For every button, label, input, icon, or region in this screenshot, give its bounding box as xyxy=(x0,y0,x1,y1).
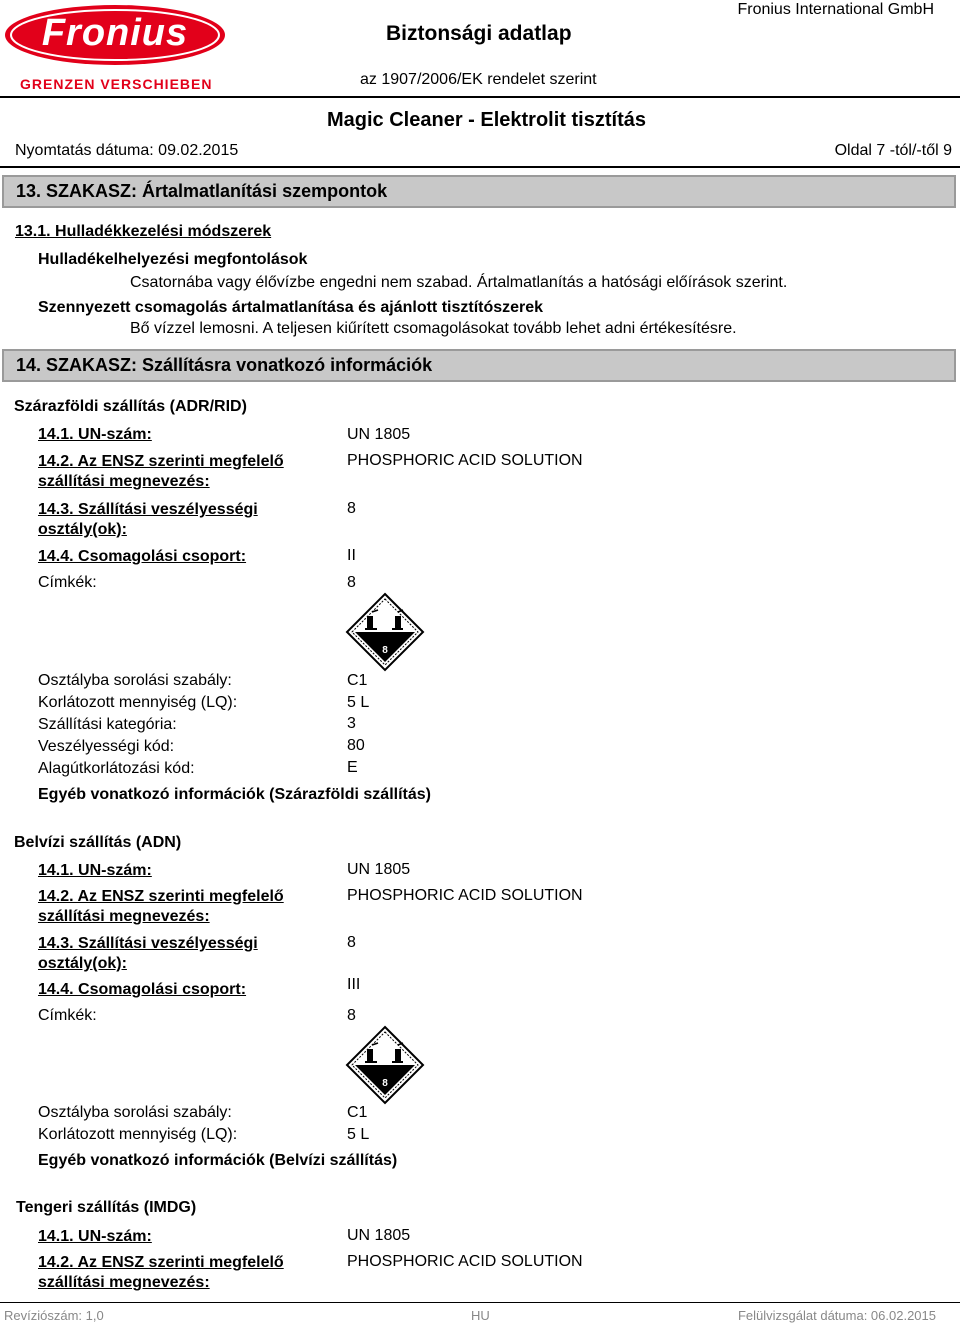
document-title: Biztonsági adatlap xyxy=(386,22,572,45)
land-category-value: 3 xyxy=(347,715,356,732)
inland-lq-value: 5 L xyxy=(347,1126,370,1143)
inland-group-label: 14.4. Csomagolási csoport: xyxy=(38,981,247,998)
packaging-text: Bő vízzel lemosni. A teljesen kiűrített csomagolásokat tovább lehet adni értékesítésre. xyxy=(130,320,737,337)
print-date: Nyomtatás dátuma: 09.02.2015 xyxy=(15,142,239,159)
land-name-label-line1: 14.2. Az ENSZ szerinti megfelelő xyxy=(38,453,284,470)
regulation-text: az 1907/2006/EK rendelet szerint xyxy=(360,71,597,88)
land-labels-label: Címkék: xyxy=(38,574,97,591)
logo-tagline: GRENZEN VERSCHIEBEN xyxy=(20,76,213,92)
inland-rule-label: Osztályba sorolási szabály: xyxy=(38,1104,232,1121)
inland-name-label-line2: szállítási megnevezés: xyxy=(38,908,210,925)
company-name: Fronius International GmbH xyxy=(737,1,934,18)
inland-un-label: 14.1. UN-szám: xyxy=(38,862,152,879)
corrosive-hazard-icon xyxy=(345,1025,425,1105)
land-transport-heading: Szárazföldi szállítás (ADR/RID) xyxy=(14,398,247,415)
sea-un-label: 14.1. UN-szám: xyxy=(38,1228,152,1245)
land-hazard-code-value: 80 xyxy=(347,737,365,754)
page-number: Oldal 7 -tól/-től 9 xyxy=(834,142,952,159)
inland-transport-heading: Belvízi szállítás (ADN) xyxy=(14,834,182,851)
land-name-label-line2: szállítási megnevezés: xyxy=(38,473,210,490)
land-category-label: Szállítási kategória: xyxy=(38,716,177,733)
language-code: HU xyxy=(471,1308,490,1323)
logo-text: Fronius xyxy=(41,12,189,54)
land-name-label xyxy=(38,452,284,492)
land-class-label-line2: osztály(ok): xyxy=(38,521,127,538)
header-divider-top xyxy=(0,96,960,98)
sea-name-value: PHOSPHORIC ACID SOLUTION xyxy=(347,1253,583,1270)
sea-name-label-line1: 14.2. Az ENSZ szerinti megfelelő xyxy=(38,1254,284,1271)
sea-name-label-line2: szállítási megnevezés: xyxy=(38,1274,210,1291)
land-group-label: 14.4. Csomagolási csoport: xyxy=(38,548,247,565)
land-name-value: PHOSPHORIC ACID SOLUTION xyxy=(347,452,583,469)
inland-corrosive-pictogram xyxy=(345,1025,425,1105)
inland-labels-label: Címkék: xyxy=(38,1007,97,1024)
inland-name-label xyxy=(38,887,284,927)
land-corrosive-pictogram xyxy=(345,592,425,672)
land-rule-value: C1 xyxy=(347,672,368,689)
land-rule-label: Osztályba sorolási szabály: xyxy=(38,672,232,689)
section-13-1-title: 13.1. Hulladékkezelési módszerek xyxy=(15,223,272,240)
inland-class-value: 8 xyxy=(347,934,356,951)
disposal-heading: Hulladékelhelyezési megfontolások xyxy=(38,251,308,268)
inland-name-label-line1: 14.2. Az ENSZ szerinti megfelelő xyxy=(38,888,284,905)
sea-name-label xyxy=(38,1253,284,1293)
land-group-value: II xyxy=(347,547,356,564)
inland-un-value: UN 1805 xyxy=(347,861,411,878)
product-name: Magic Cleaner - Elektrolit tisztítás xyxy=(327,109,646,131)
land-lq-value: 5 L xyxy=(347,694,370,711)
inland-lq-label: Korlátozott mennyiség (LQ): xyxy=(38,1126,238,1143)
inland-class-label xyxy=(38,934,258,974)
inland-rule-value: C1 xyxy=(347,1104,368,1121)
fronius-logo xyxy=(4,4,226,94)
section-14-heading: 14. SZAKASZ: Szállításra vonatkozó információk xyxy=(2,349,956,382)
land-class-label xyxy=(38,500,258,540)
land-hazard-code-label: Veszélyességi kód: xyxy=(38,738,175,755)
inland-name-value: PHOSPHORIC ACID SOLUTION xyxy=(347,887,583,904)
land-tunnel-code-value: E xyxy=(347,759,358,776)
corrosive-hazard-icon xyxy=(345,592,425,672)
land-un-value: UN 1805 xyxy=(347,426,411,443)
land-un-label: 14.1. UN-szám: xyxy=(38,426,152,443)
land-pictogram-number: 8 xyxy=(382,645,388,656)
inland-other-info: Egyéb vonatkozó információk (Belvízi szállítás) xyxy=(38,1152,398,1169)
land-labels-value: 8 xyxy=(347,574,356,591)
inland-group-value: III xyxy=(347,976,361,993)
inland-pictogram-number: 8 xyxy=(382,1078,388,1089)
land-class-value: 8 xyxy=(347,500,356,517)
disposal-text: Csatornába vagy élővízbe engedni nem szabad. Ártalmatlanítás a hatósági előírások szerint. xyxy=(130,274,788,291)
revision-number: Revíziószám: 1,0 xyxy=(4,1308,104,1323)
inland-labels-value: 8 xyxy=(347,1007,356,1024)
sea-un-value: UN 1805 xyxy=(347,1227,411,1244)
review-date: Felülvizsgálat dátuma: 06.02.2015 xyxy=(737,1308,936,1323)
inland-class-label-line1: 14.3. Szállítási veszélyességi xyxy=(38,935,258,952)
inland-class-label-line2: osztály(ok): xyxy=(38,955,127,972)
sea-transport-heading: Tengeri szállítás (IMDG) xyxy=(16,1199,197,1216)
packaging-heading: Szennyezett csomagolás ártalmatlanítása és ajánlott tisztítószerek xyxy=(38,299,544,316)
section-13-heading: 13. SZAKASZ: Ártalmatlanítási szempontok xyxy=(2,175,956,208)
footer-divider xyxy=(0,1302,960,1303)
land-lq-label: Korlátozott mennyiség (LQ): xyxy=(38,694,238,711)
header-divider-bottom xyxy=(0,166,960,168)
land-tunnel-code-label: Alagútkorlátozási kód: xyxy=(38,760,195,777)
land-class-label-line1: 14.3. Szállítási veszélyességi xyxy=(38,501,258,518)
land-other-info: Egyéb vonatkozó információk (Szárazföldi szállítás) xyxy=(38,786,431,803)
